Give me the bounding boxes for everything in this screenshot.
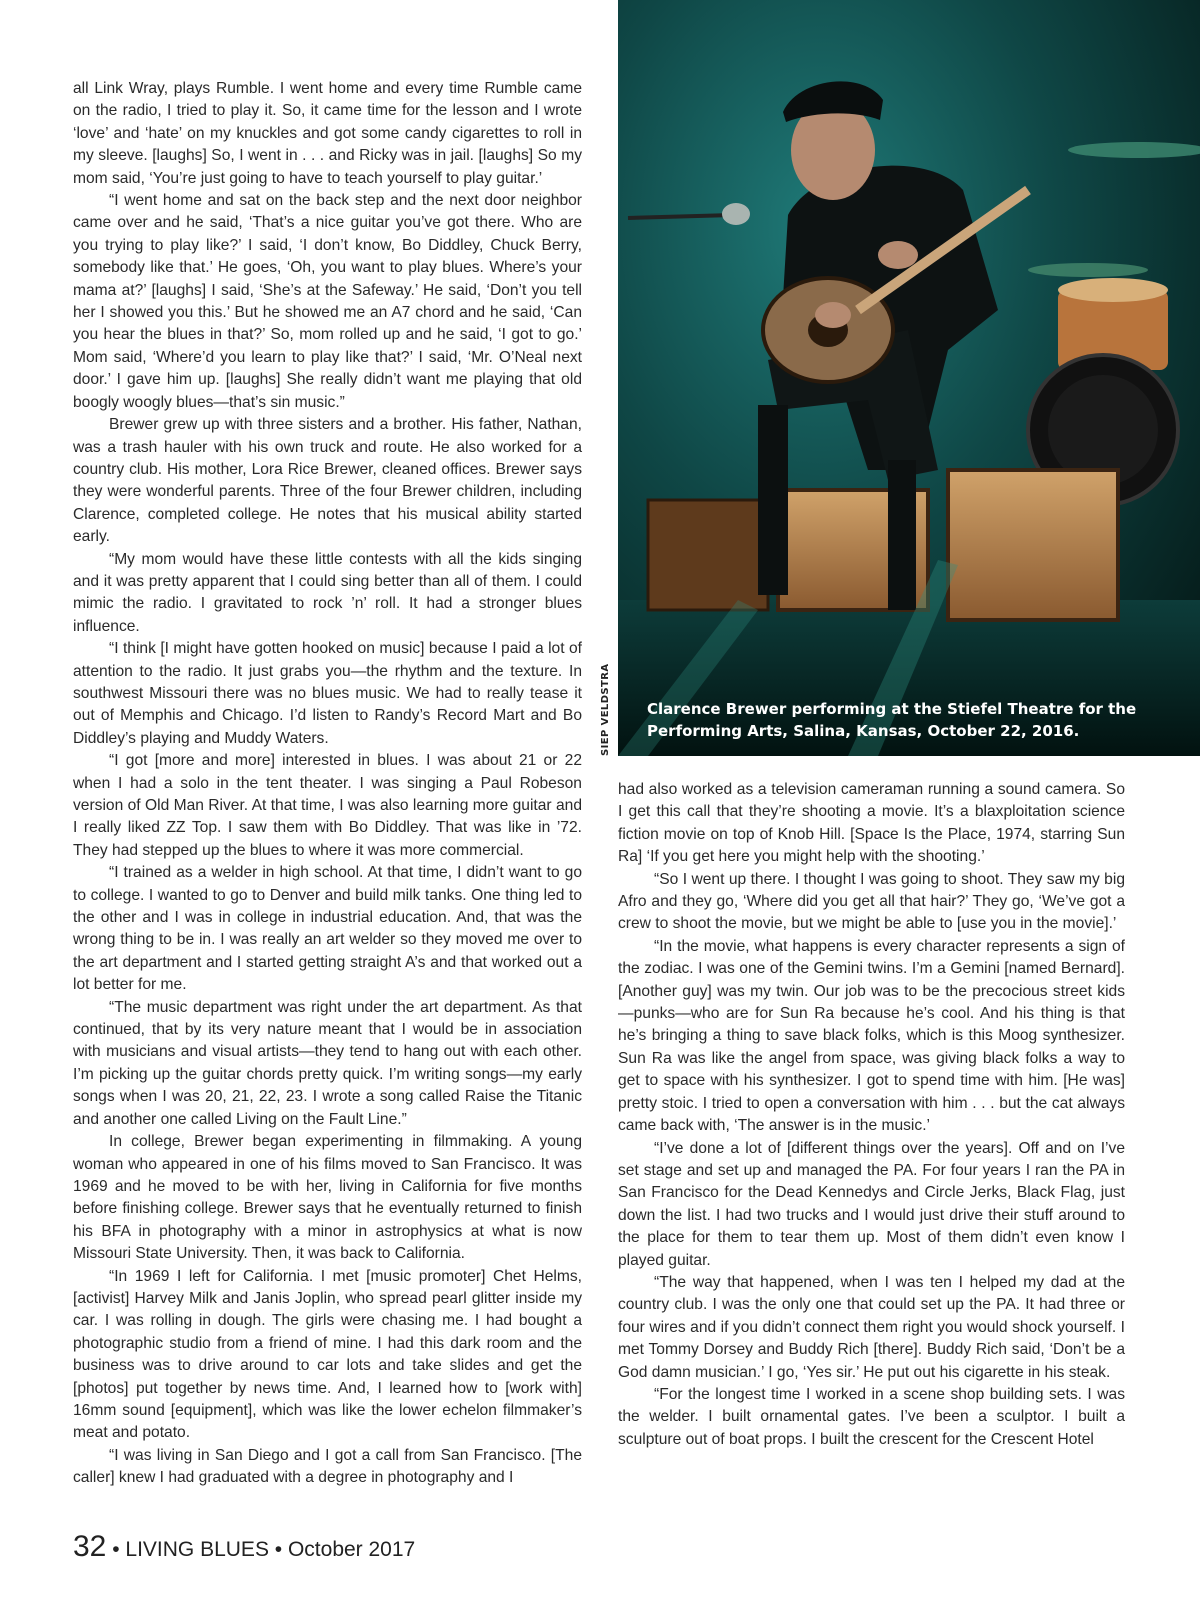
paragraph: “My mom would have these little contests with all the kids singing and it was pretty apparent that I could sing better than all of them. I could mimic the radio. I gravitated to rock ’n’ roll. It had a stronger blues influence.	[73, 550, 582, 635]
paragraph: In college, Brewer began experimenting in filmmaking. A young woman who appeared in one of his films moved to San Francisco. It was 1969 and he moved to be with her, living in California for five months before finishing college. Brewer says that he eventually returned to finish his BFA in photography with a minor in astrophysics at what is now Missouri State University. Then, it was back to California.	[73, 1133, 582, 1263]
paragraph: “I’ve done a lot of [different things over the years]. Off and on I’ve set stage and set up and managed the PA. For four years I ran the PA in San Francisco for the Dead Kennedys and Circle Jerks, Black Flag, just down the list. I had two trucks and I would just drive their stuff around to the place for them to tear them up. Most of them didn’t even know I played guitar.	[618, 1139, 1125, 1269]
paragraph: “So I went up there. I thought I was going to shoot. They saw my big Afro and they go, ‘Where did you get all that hair?’ They go, ‘We’ve got a crew to shoot the movie, but we might be able to [use you in the movie].’	[618, 870, 1125, 933]
paragraph: all Link Wray, plays Rumble. I went home and every time Rumble came on the radio, I tried to play it. So, it came time for the lesson and I wrote ‘love’ and ‘hate’ on my knuckles and got some candy cigarettes to roll in my sleeve. [laughs] So, I went in . . . and Ricky was in jail. [laughs] So my mom said, ‘You’re just going to have to teach yourself to play guitar.’	[73, 80, 582, 187]
publication-info: • LIVING BLUES • October 2017	[106, 1538, 416, 1561]
left-text-column	[73, 78, 582, 1490]
page-footer	[73, 1530, 415, 1564]
caption-line: Clarence Brewer performing at the Stiefel Theatre for the	[647, 700, 1137, 718]
paragraph: “I went home and sat on the back step and the next door neighbor came over and he said, ‘That’s a nice guitar you’ve got there. Who are you trying to play like?’ I said, ‘I don’t know, Bo Diddley, Chuck Berry, somebody like that.’ He goes, ‘Oh, you want to play blues. Where’s your mama at?’ [laughs] I said, ‘She’s at the Safeway.’ He said, ‘Don’t you tell her I showed you this.’ But he showed me an A7 chord and he said, ‘Can you hear the blues in that?’ So, mom rolled up and he said, ‘I got to go.’ Mom said, ‘Where’d you learn to play like that?’ I said, ‘Mr. O’Neal next door.’ I gave him up. [laughs] She really didn’t want me playing that old boogly woogly blues—that’s sin music.”	[73, 192, 582, 411]
right-text-column	[618, 779, 1125, 1451]
performer-photo	[618, 0, 1200, 756]
paragraph: “In 1969 I left for California. I met [music promoter] Chet Helms, [activist] Harvey Milk and Janis Joplin, who spread pearl glitter inside my car. I was rolling in dough. The girls were chasing me. I had bought a photographic studio from a friend of mine. I had this dark room and the business was to drive around to car lots and take slides and get the [photos] put together by news time. And, I learned how to [work with] 16mm sound [equipment], which was like the lower echelon filmmaker’s meat and potato.	[73, 1267, 582, 1442]
photo-credit: SIEP VELDSTRA	[600, 663, 611, 756]
paragraph: “I trained as a welder in high school. At that time, I didn’t want to go to college. I wanted to go to Denver and build milk tanks. One thing led to the other and I was in college in industrial education. And, that was the wrong thing to be in. I was really an art welder so they moved me over to the art department and I started getting straight A’s and that worked out a lot better for me.	[73, 864, 582, 994]
stage-performance-illustration	[618, 0, 1200, 756]
paragraph: had also worked as a television cameraman running a sound camera. So I get this call that they’re shooting a movie. It’s a blaxploitation science fiction movie on top of Knob Hill. [Space Is the Place, 1974, starring Sun Ra] ‘If you get here you might help with the shooting.’	[618, 781, 1125, 866]
paragraph: “I was living in San Diego and I got a call from San Francisco. [The caller] knew I had graduated with a degree in photography and I	[73, 1446, 582, 1487]
photo-caption	[647, 698, 1167, 742]
paragraph: “I think [I might have gotten hooked on music] because I paid a lot of attention to the radio. It just grabs you—the rhythm and the texture. In southwest Missouri there was no blues music. We had to really tease it out of Memphis and Chicago. I’d listen to Randy’s Record Mart and Bo Diddley’s playing and Muddy Waters.	[73, 640, 582, 747]
paragraph: “For the longest time I worked in a scene shop building sets. I was the welder. I built ornamental gates. I’ve been a sculptor. I built a sculpture out of boat props. I built the crescent for the Crescent Hotel	[618, 1385, 1125, 1448]
paragraph: “In the movie, what happens is every character represents a sign of the zodiac. I was one of the Gemini twins. I’m a Gemini [named Bernard]. [Another guy] was my twin. Our job was to be the precocious street kids—punks—who are for Sun Ra because he’s cool. And his thing is that he’s bringing a thing to save black folks, which is this Moog synthesizer. Sun Ra was like the angel from space, was giving black folks a way to get to space with his synthesizer. I got to spend time with him. [He was] pretty stoic. I tried to open a conversation with him . . . but the cat always came back with, ‘The answer is in the music.’	[618, 937, 1125, 1135]
paragraph: “The music department was right under the art department. As that continued, that by its very nature meant that I would be in association with musicians and visual artists—they tend to hang out with each other. I’m picking up the guitar chords pretty quick. I’m writing songs—my early songs when I was 20, 21, 22, 23. I wrote a song called Raise the Titanic and another one called Living on the Fault Line.”	[73, 998, 582, 1128]
paragraph: “I got [more and more] interested in blues. I was about 21 or 22 when I had a solo in the tent theater. I was singing a Paul Robeson version of Old Man River. At that time, I was also learning more guitar and I really liked ZZ Top. I saw them with Bo Diddley. That was like in ’72. They had stepped up the blues to where it was more commercial.	[73, 752, 582, 859]
paragraph: Brewer grew up with three sisters and a brother. His father, Nathan, was a trash hauler with his own truck and route. He also worked for a country club. His mother, Lora Rice Brewer, cleaned offices. Brewer says they were wonderful parents. Three of the four Brewer children, including Clarence, completed college. He notes that his musical ability started early.	[73, 416, 582, 546]
page-number: 32	[73, 1530, 107, 1563]
caption-line: Performing Arts, Salina, Kansas, October 22, 2016.	[647, 722, 1080, 740]
paragraph: “The way that happened, when I was ten I helped my dad at the country club. I was the only one that could set up the PA. It had three or four wires and if you didn’t connect them right you would shock yourself. I met Tommy Dorsey and Buddy Rich [there]. Buddy Rich said, ‘Don’t be a God damn musician.’ I go, ‘Yes sir.’ He put out his cigarette in his steak.	[618, 1273, 1125, 1381]
